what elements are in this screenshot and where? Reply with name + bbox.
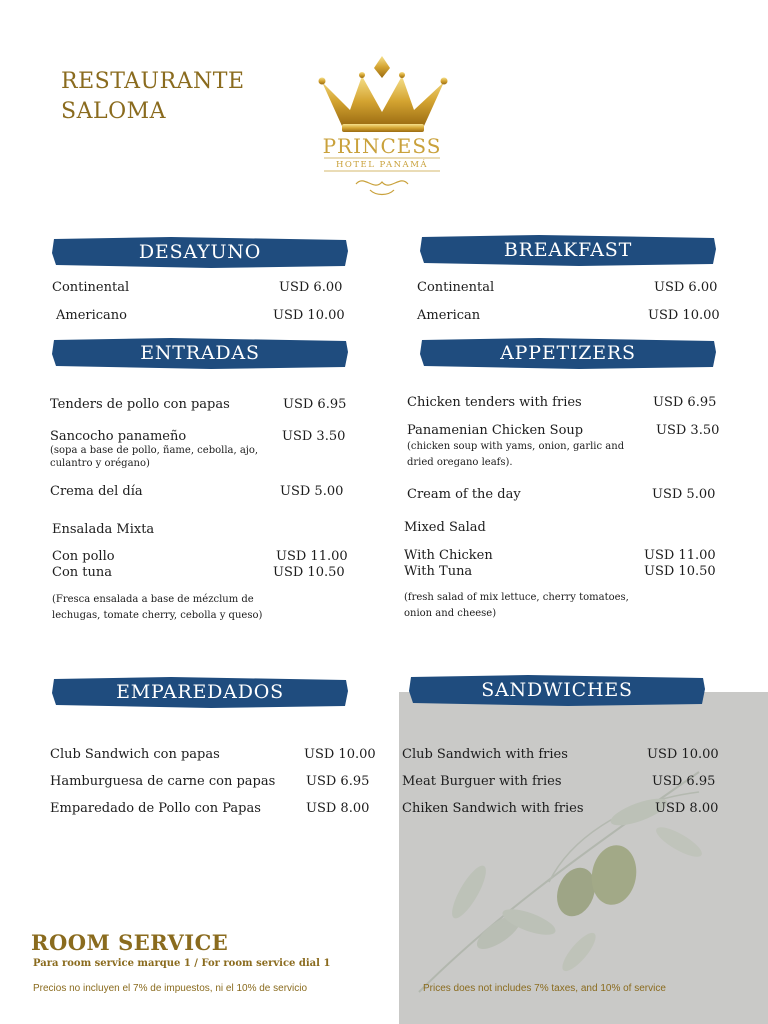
price-cream: USD 5.00 [652,487,716,502]
menu-item-ensalada: Ensalada Mixta [52,522,155,537]
desc-ensalada-1: (Fresca ensalada a base de mézclum de [52,594,254,605]
section-banner-sandwiches [408,673,706,707]
menu-item-americano: Americano [56,308,128,323]
menu-item-burger: Meat Burguer with fries [402,774,562,789]
menu-item-con-tuna: Con tuna [52,565,112,580]
menu-item-salad: Mixed Salad [404,520,486,535]
princess-hotel-logo [312,54,452,204]
menu-item-with-chicken: With Chicken [404,548,493,563]
restaurant-name-line1: RESTAURANTE [61,69,245,94]
menu-item-tenders-es: Tenders de pollo con papas [50,397,230,412]
desc-salad-1: (fresh salad of mix lettuce, cherry tomatoes, [404,592,629,603]
desc-ensalada-2: lechugas, tomate cherry, cebolla y queso) [52,610,263,621]
room-service-dial: Para room service marque 1 / For room service dial 1 [33,958,331,969]
desc-sancocho-1: (sopa a base de pollo, ñame, cebolla, ajo, [50,445,259,456]
price-soup: USD 3.50 [656,423,720,438]
price-tenders-en: USD 6.95 [653,395,717,410]
price-with-chicken: USD 11.00 [644,548,716,563]
menu-item-club-es: Club Sandwich con papas [50,747,220,762]
menu-item-continental-es: Continental [52,280,130,295]
price-sancocho: USD 3.50 [282,429,346,444]
section-title-emparedados: EMPAREDADOS [116,681,284,703]
olive-branch-background [399,692,768,1024]
menu-item-tenders-en: Chicken tenders with fries [407,395,582,410]
price-continental-en: USD 6.00 [654,280,718,295]
menu-item-cream: Cream of the day [407,487,521,502]
restaurant-name-line2: SALOMA [61,99,167,124]
section-banner-emparedados [51,675,349,709]
section-banner-breakfast [419,233,717,267]
section-banner-appetizers [419,336,717,370]
section-banner-desayuno [51,235,349,269]
price-continental-es: USD 6.00 [279,280,343,295]
menu-item-emparedado-pollo: Emparedado de Pollo con Papas [50,801,261,816]
menu-item-club-en: Club Sandwich with fries [402,747,568,762]
room-service-title: ROOM SERVICE [31,930,229,955]
price-chicken-sandwich: USD 8.00 [655,801,719,816]
price-con-tuna: USD 10.50 [273,565,345,580]
desc-salad-2: onion and cheese) [404,608,497,619]
price-club-en: USD 10.00 [647,747,719,762]
menu-item-american: American [417,308,481,323]
menu-item-sancocho: Sancocho panameño [50,429,187,444]
menu-item-crema: Crema del día [50,484,143,499]
menu-item-chicken-sandwich: Chiken Sandwich with fries [402,801,584,816]
price-club-es: USD 10.00 [304,747,376,762]
price-emparedado-pollo: USD 8.00 [306,801,370,816]
price-american: USD 10.00 [648,308,720,323]
crown-icon [319,56,448,132]
section-title-entradas: ENTRADAS [140,342,260,364]
restaurant-name [61,67,245,127]
svg-text:HOTEL PANAMÁ: HOTEL PANAMÁ [335,160,429,170]
menu-item-continental-en: Continental [417,280,495,295]
section-banner-entradas [51,336,349,370]
menu-item-hamburguesa: Hamburguesa de carne con papas [50,774,276,789]
desc-sancocho-2: culantro y orégano) [50,458,150,469]
menu-item-soup: Panamenian Chicken Soup [407,423,584,438]
tax-note-en: Prices does not includes 7% taxes, and 10% of service [423,983,666,994]
tax-note-es: Precios no incluyen el 7% de impuestos, ni el 10% de servicio [33,983,308,994]
section-title-sandwiches: SANDWICHES [481,679,633,701]
price-crema: USD 5.00 [280,484,344,499]
section-title-breakfast: BREAKFAST [503,239,633,261]
price-with-tuna: USD 10.50 [644,564,716,579]
price-hamburguesa: USD 6.95 [306,774,370,789]
desc-soup-1: (chicken soup with yams, onion, garlic and [407,441,625,452]
menu-item-with-tuna: With Tuna [404,564,473,579]
section-title-desayuno: DESAYUNO [138,241,262,263]
price-americano: USD 10.00 [273,308,345,323]
menu-item-con-pollo: Con pollo [52,549,115,564]
section-title-appetizers: APPETIZERS [500,342,636,364]
desc-soup-2: dried oregano leafs). [407,457,513,468]
price-burger: USD 6.95 [652,774,716,789]
price-tenders-es: USD 6.95 [283,397,347,412]
price-con-pollo: USD 11.00 [276,549,348,564]
svg-text:PRINCESS: PRINCESS [322,134,442,158]
